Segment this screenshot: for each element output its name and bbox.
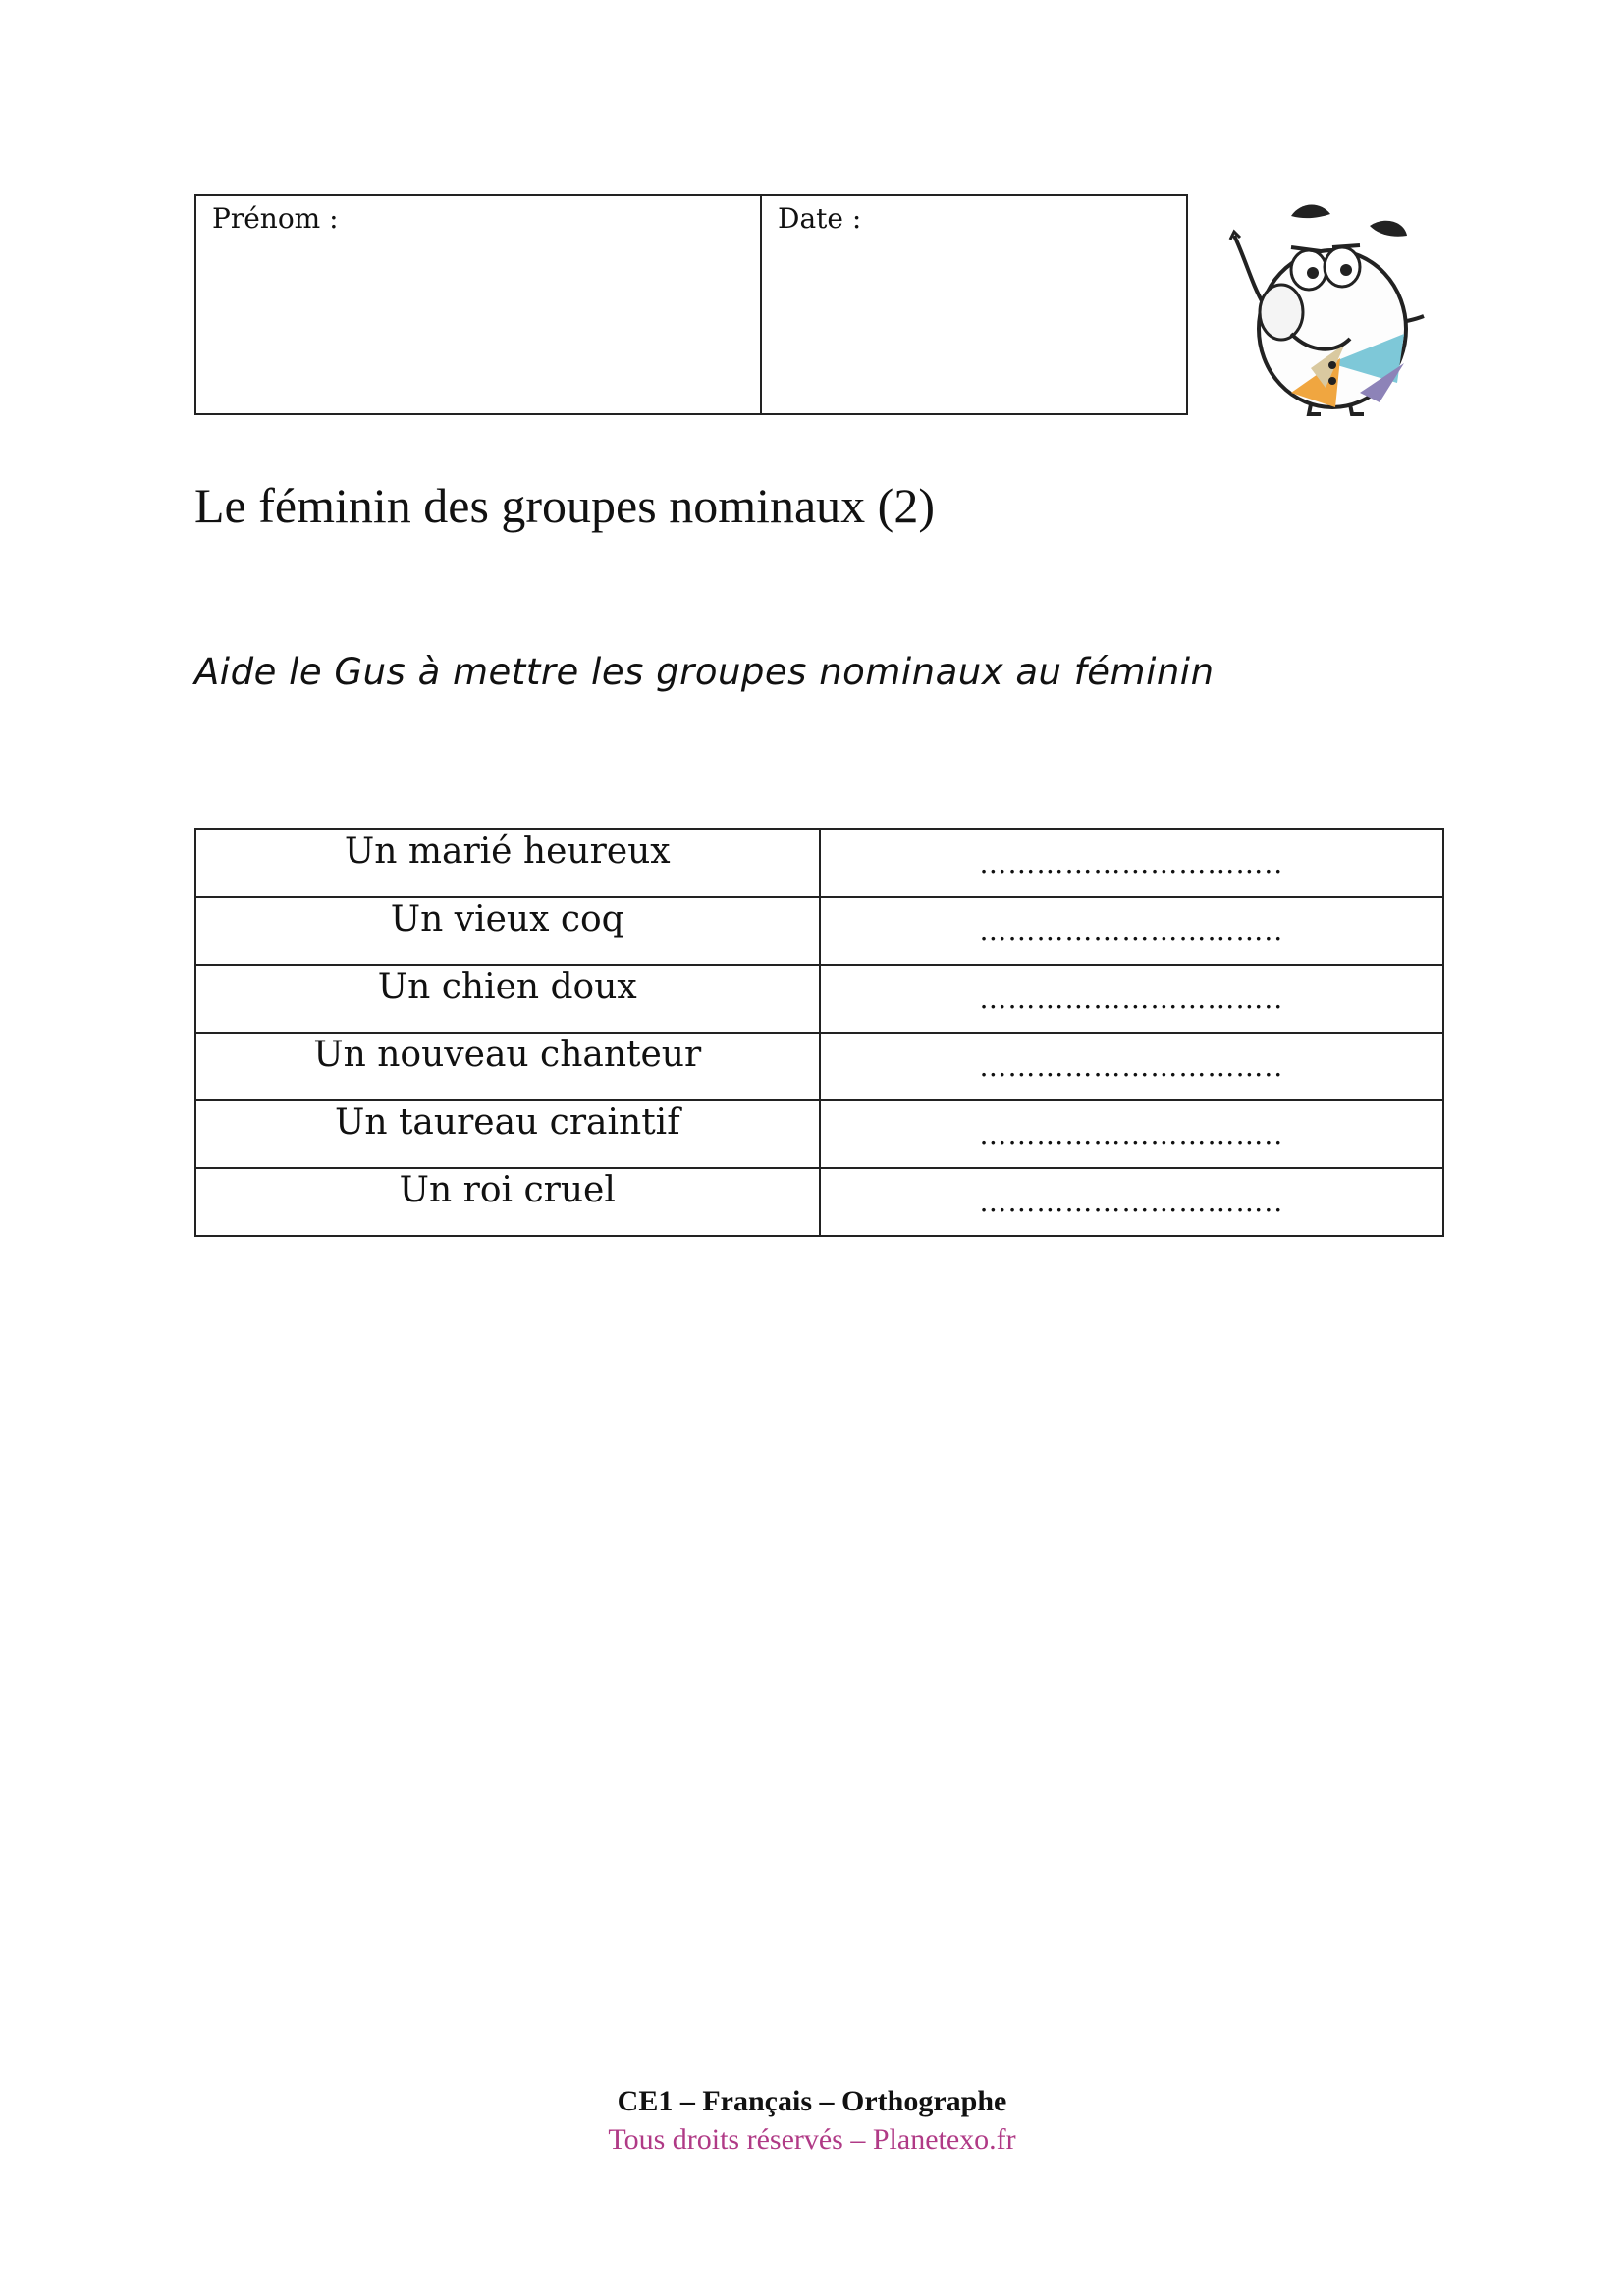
table-row	[195, 897, 1443, 965]
masculine-cell: Un taureau craintif	[195, 1100, 820, 1168]
answer-cell[interactable]: …………………………..	[820, 1100, 1444, 1168]
masculine-cell: Un roi cruel	[195, 1168, 820, 1236]
answer-cell[interactable]: …………………………..	[820, 897, 1444, 965]
student-info-box	[194, 194, 1188, 415]
date-label: Date :	[778, 202, 862, 235]
exercise-table	[194, 828, 1444, 1237]
exercise-instruction: Aide le Gus à mettre les groupes nominaux au féminin	[194, 651, 1215, 693]
masculine-cell: Un vieux coq	[195, 897, 820, 965]
date-field[interactable]	[762, 196, 1186, 413]
footer-course: CE1 – Français – Orthographe	[617, 2085, 1007, 2117]
gus-mascot-icon	[1222, 196, 1434, 417]
table-row	[195, 1033, 1443, 1100]
prenom-field[interactable]	[196, 196, 762, 413]
table-row	[195, 1100, 1443, 1168]
table-row	[195, 829, 1443, 897]
table-row	[195, 1168, 1443, 1236]
answer-cell[interactable]: …………………………..	[820, 1168, 1444, 1236]
table-row	[195, 965, 1443, 1033]
masculine-cell: Un marié heureux	[195, 829, 820, 897]
answer-cell[interactable]: …………………………..	[820, 829, 1444, 897]
answer-cell[interactable]: …………………………..	[820, 1033, 1444, 1100]
page-title: Le féminin des groupes nominaux (2)	[194, 478, 935, 533]
masculine-cell: Un nouveau chanteur	[195, 1033, 820, 1100]
answer-cell[interactable]: …………………………..	[820, 965, 1444, 1033]
footer-copyright: Tous droits réservés – Planetexo.fr	[608, 2123, 1016, 2156]
prenom-label: Prénom :	[212, 202, 339, 235]
masculine-cell: Un chien doux	[195, 965, 820, 1033]
